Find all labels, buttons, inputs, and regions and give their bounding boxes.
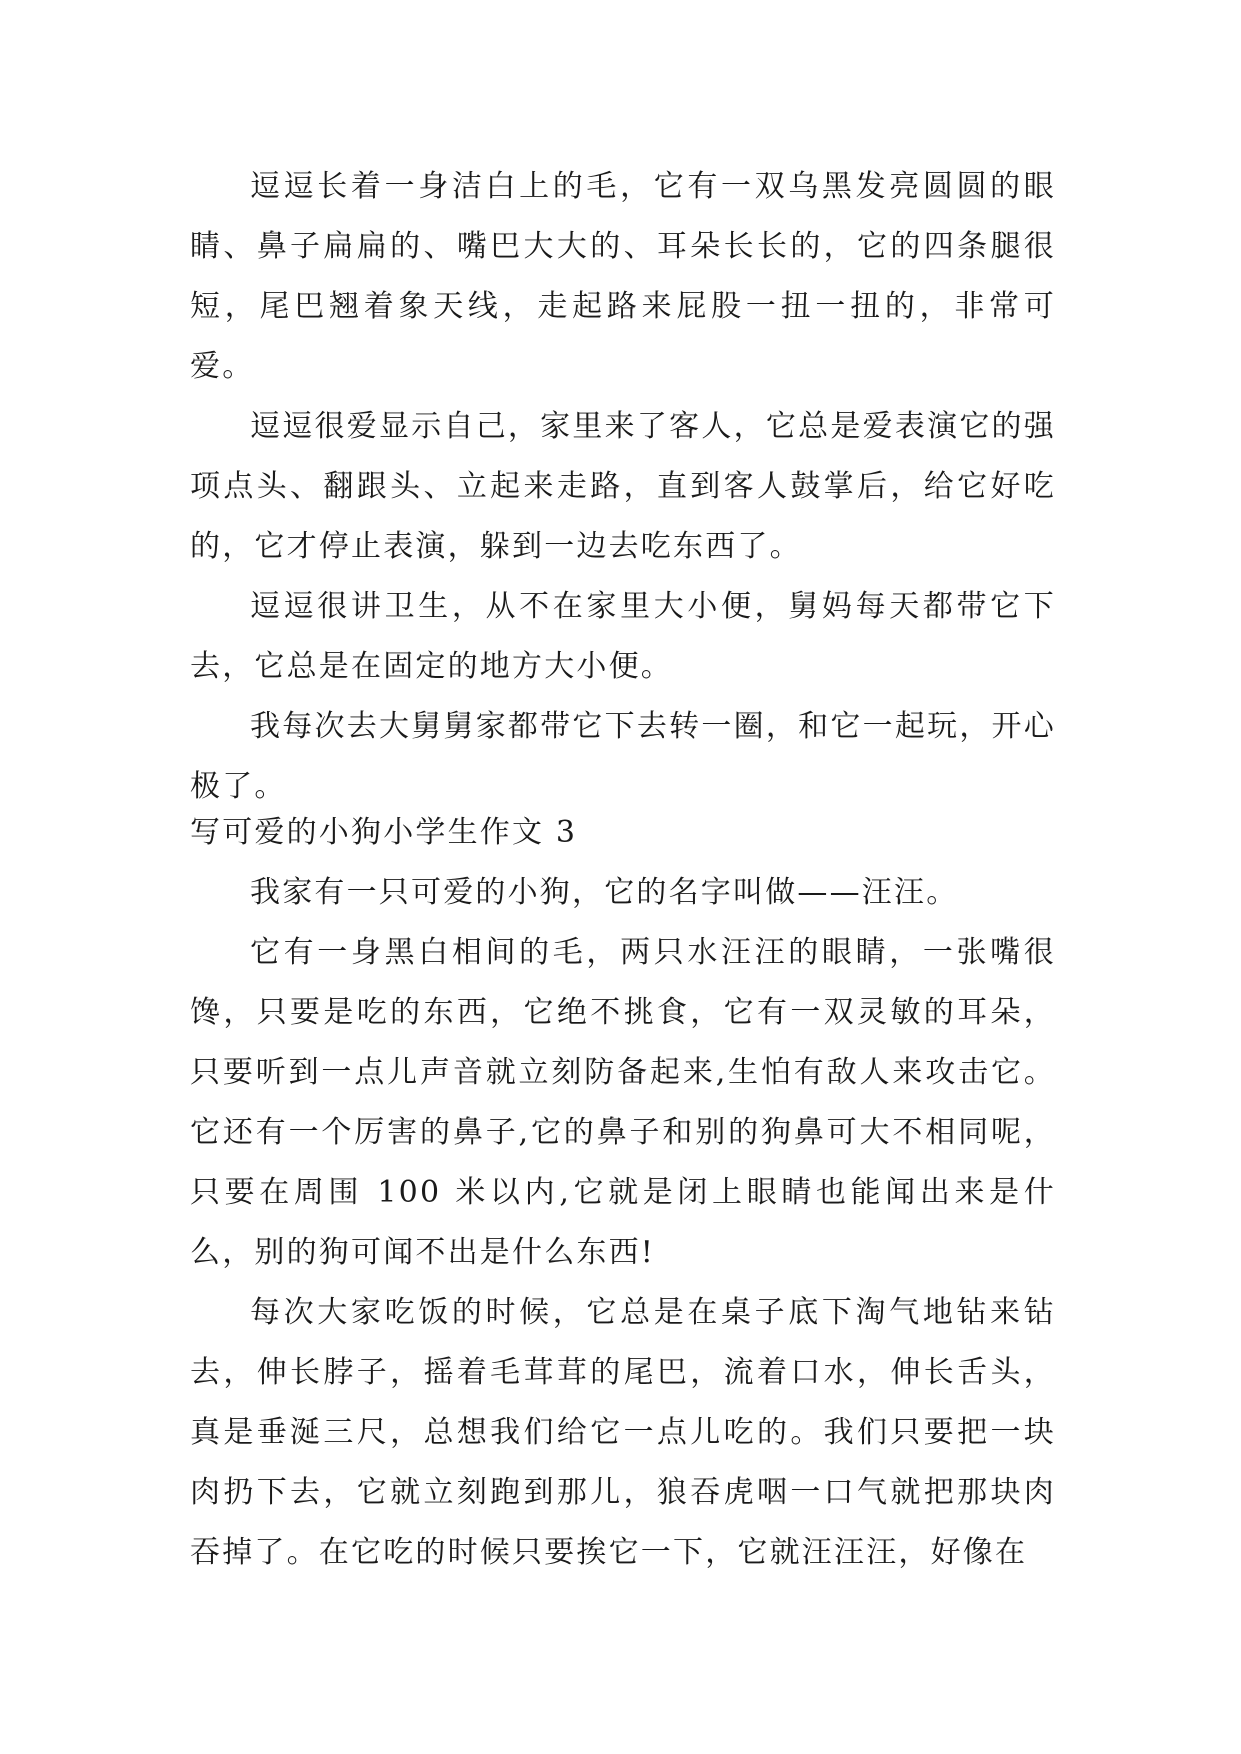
paragraph-show-off: 逗逗很爱显示自己，家里来了客人，它总是爱表演它的强项点头、翻跟头、立起来走路，直到客人鼓掌后，给它好吃的，它才停止表演，躲到一边去吃东西了。 [190, 409, 1056, 564]
paragraph-mealtime: 每次大家吃饭的时候，它总是在桌子底下淘气地钻来钻去，伸长脖子，摇着毛茸茸的尾巴，流着口水，伸长舌头，真是垂涎三尺，总想我们给它一点儿吃的。我们只要把一块肉扔下去，它就立刻跑到那儿，狼吞虎咽一口气就把那块肉吞掉了。在它吃的时候只要挨它一下，它就汪汪汪，好像在 [190, 1295, 1056, 1570]
essay-heading: 写可爱的小狗小学生作文 3 [190, 815, 578, 850]
essay-section-dodo [190, 157, 1056, 817]
paragraph-play: 我每次去大舅舅家都带它下去转一圈，和它一起玩，开心极了。 [190, 709, 1056, 804]
paragraph-hygiene: 逗逗很讲卫生，从不在家里大小便，舅妈每天都带它下去，它总是在固定的地方大小便。 [190, 589, 1056, 684]
paragraph-intro: 我家有一只可爱的小狗，它的名字叫做——汪汪。 [250, 875, 959, 910]
paragraph-appearance: 逗逗长着一身洁白上的毛，它有一双乌黑发亮圆圆的眼睛、鼻子扁扁的、嘴巴大大的、耳朵长长的，它的四条腿很短，尾巴翘着象天线，走起路来屁股一扭一扭的，非常可爱。 [190, 169, 1056, 384]
essay-section-wangwang [190, 803, 1056, 1583]
paragraph-features: 它有一身黑白相间的毛，两只水汪汪的眼睛，一张嘴很馋，只要是吃的东西，它绝不挑食，它有一双灵敏的耳朵，只要听到一点儿声音就立刻防备起来,生怕有敌人来攻击它。它还有一个厉害的鼻子,它的鼻子和别的狗鼻可大不相同呢，只要在周围 100 米以内,它就是闭上眼睛也能闻出来是什么，别的狗可闻不出是什么东西! [190, 935, 1056, 1270]
